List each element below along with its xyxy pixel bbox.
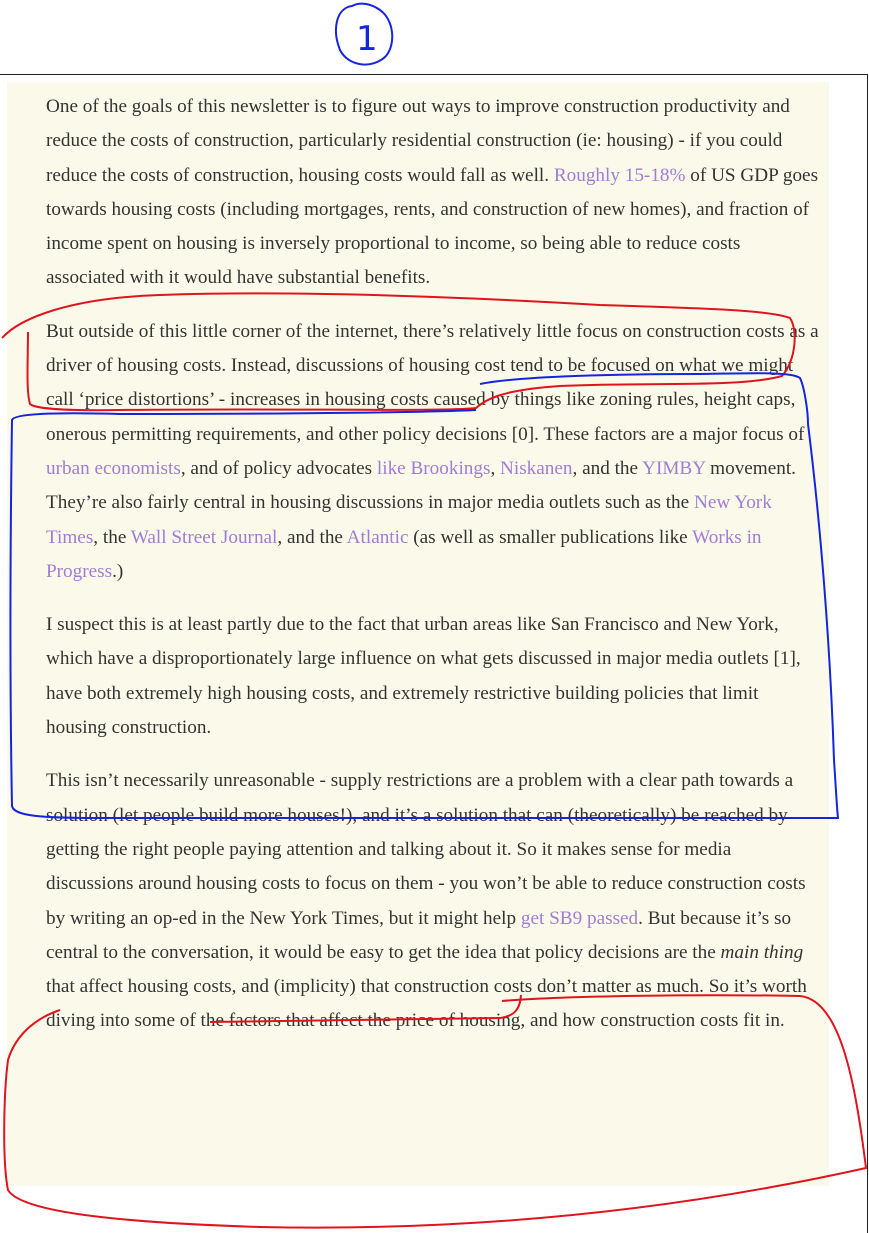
paragraph-2: But outside of this little corner of the internet, there’s relatively little focus on construction costs as a driver of housing costs. Instead, discussions of housing cost tend to be focused on what we might call ‘price distortions’ - increases in housing costs caused by things like zoning rules, height caps, onerous permitting requirements, and other policy decisions [0]. These factors are a major focus of urban economists, and of policy advocates like Brookings, Niskanen, and the YIMBY movement. They’re also fairly central in housing discussions in major media outlets such as the New York Times, the Wall Street Journal, and the Atlantic (as well as smaller publications like Works in Progress.) [46, 320, 819, 582]
paragraph-4: This isn’t necessarily unreasonable - supply restrictions are a problem with a clear path towards a solution (let people build more houses!), and it’s a solution that can (theoretically) be reached by getting the right people paying attention and talking about it. So it makes sense for media discussions around housing costs to focus on them - you won’t be able to reduce construction costs by writing an op-ed in the New York Times, but it might help get SB9 passed. But because it’s so central to the conversation, it would be easy to get the idea that policy decisions are the main thing that affect housing costs, and (implicity) that construction costs don’t matter as much. So it’s worth diving into some of the factors that affect the price of housing, and how construction costs fit in. [46, 770, 807, 1032]
page-number-circle [336, 4, 392, 65]
link-new-york-times[interactable]: New York Times [46, 492, 772, 548]
link-sb9[interactable]: get SB9 passed [520, 907, 639, 929]
page-number-mark: 1 [356, 19, 378, 59]
link-works-in-progress[interactable]: Works in Progress [46, 526, 762, 582]
link-gdp-share[interactable]: Roughly 15-18% [553, 164, 686, 186]
article-body [7, 82, 829, 1186]
link-yimby[interactable]: YIMBY [642, 457, 706, 479]
link-atlantic[interactable]: Atlantic [346, 526, 409, 548]
link-wall-street-journal[interactable]: Wall Street Journal [130, 526, 278, 548]
paragraph-1: One of the goals of this newsletter is to figure out ways to improve construction productivity and reduce the costs of construction, particularly residential construction (ie: housing) - if you could reduce the costs of construction, housing costs would fall as well. Roughly 15-18% of US GDP goes towards housing costs (including mortgages, rents, and construction of new homes), and fraction of income spent on housing is inversely proportional to income, so being able to reduce costs associated with it would have substantial benefits. [46, 96, 819, 289]
link-urban-economists[interactable]: urban economists [46, 457, 181, 479]
paragraph-3: I suspect this is at least partly due to the fact that urban areas like San Francisco and New York, which have a disproportionately large influence on what gets discussed in major media outlets [1], have both extremely high housing costs, and extremely restrictive building policies that limit housing construction. [46, 614, 801, 739]
link-niskanen[interactable]: Niskanen [500, 457, 573, 479]
link-brookings[interactable]: like Brookings [376, 457, 491, 479]
